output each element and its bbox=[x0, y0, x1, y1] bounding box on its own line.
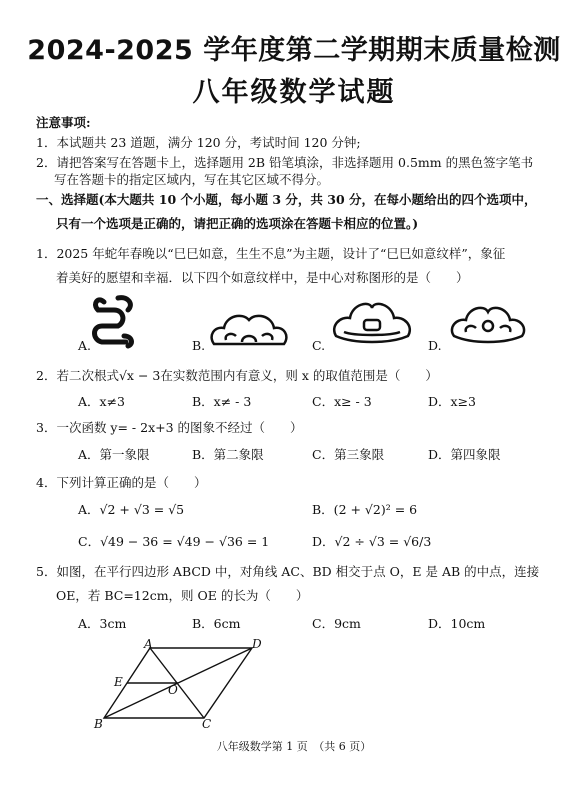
label-b: B bbox=[94, 717, 103, 728]
label-o: O bbox=[168, 683, 178, 697]
q2-option-c: C．x≥ - 3 bbox=[312, 394, 372, 409]
q3-option-d: D．第四象限 bbox=[428, 447, 501, 462]
q1-option-c: C. bbox=[312, 338, 326, 353]
q3-option-a: A．第一象限 bbox=[78, 447, 150, 462]
q1-option-a: A. bbox=[78, 338, 92, 353]
q5-option-a: A．3cm bbox=[78, 616, 127, 631]
q2-option-a: A．x≠3 bbox=[78, 394, 126, 409]
q5-stem-line-2: OE，若 BC=12cm，则 OE 的长为（ ） bbox=[56, 588, 309, 603]
label-e: E bbox=[114, 675, 123, 689]
q2-stem: 2．若二次根式√x − 3在实数范围内有意义，则 x 的取值范围是（ ） bbox=[36, 368, 438, 383]
page-footer: 八年级数学第 1 页 （共 6 页） bbox=[216, 740, 372, 753]
parallelogram-figure bbox=[92, 638, 272, 728]
q3-option-c: C．第三象限 bbox=[312, 447, 385, 462]
label-a: A bbox=[144, 638, 153, 651]
q1-option-b: B. bbox=[192, 338, 206, 353]
q4-option-b: B．(2 + √2)² = 6 bbox=[312, 502, 418, 517]
q4-option-a: A．√2 + √3 = √5 bbox=[78, 502, 185, 517]
notice-item-2a: 2．请把答案写在答题卡上，选择题用 2B 铅笔填涂，非选择题用 0.5mm 的黑色签字笔书 bbox=[36, 155, 534, 170]
q3-stem: 3．一次函数 y= - 2x+3 的图象不经过（ ） bbox=[36, 420, 303, 435]
notice-item-2b: 写在答题卡的指定区域内，写在其它区域不得分。 bbox=[54, 172, 330, 187]
notice-heading: 注意事项: bbox=[36, 115, 91, 130]
motif-c-image bbox=[330, 296, 414, 346]
motif-a-image bbox=[88, 292, 140, 352]
q2-option-d: D．x≥3 bbox=[428, 394, 476, 409]
notice-item-1: 1．本试题共 23 道题，满分 120 分，考试时间 120 分钟; bbox=[36, 135, 361, 150]
section-1-line-1: 一、选择题(本大题共 10 个小题，每小题 3 分，共 30 分，在每小题给出的四个选项中， bbox=[36, 192, 537, 207]
exam-title: 2024-2025 学年度第二学期期末质量检测 bbox=[27, 35, 561, 66]
q3-option-b: B．第二象限 bbox=[192, 447, 264, 462]
q5-option-b: B．6cm bbox=[192, 616, 241, 631]
q5-option-d: D．10cm bbox=[428, 616, 486, 631]
q4-option-c: C．√49 − 36 = √49 − √36 = 1 bbox=[78, 534, 270, 549]
label-c: C bbox=[202, 717, 212, 728]
exam-subtitle: 八年级数学试题 bbox=[192, 77, 396, 108]
q5-stem-line-1: 5．如图，在平行四边形 ABCD 中，对角线 AC、BD 相交于点 O，E 是 AB 的中点，连接 bbox=[36, 564, 540, 579]
section-1-line-2: 只有一个选项是正确的，请把正确的选项涂在答题卡相应的位置。) bbox=[56, 216, 419, 231]
q2-option-b: B．x≠ - 3 bbox=[192, 394, 252, 409]
q1-stem-line-2: 着美好的愿望和幸福．以下四个如意纹样中，是中心对称图形的是（ ） bbox=[56, 270, 469, 285]
q1-stem-line-1: 1．2025 年蛇年春晚以“巳巳如意，生生不息”为主题，设计了“巳巳如意纹样”，象征 bbox=[36, 246, 506, 261]
q1-option-d: D. bbox=[428, 338, 442, 353]
q5-option-c: C．9cm bbox=[312, 616, 361, 631]
motif-b-image bbox=[206, 306, 292, 352]
motif-d-image bbox=[448, 300, 528, 346]
label-d: D bbox=[252, 638, 262, 651]
q4-option-d: D．√2 ÷ √3 = √6/3 bbox=[312, 534, 432, 549]
q4-stem: 4．下列计算正确的是（ ） bbox=[36, 475, 207, 490]
